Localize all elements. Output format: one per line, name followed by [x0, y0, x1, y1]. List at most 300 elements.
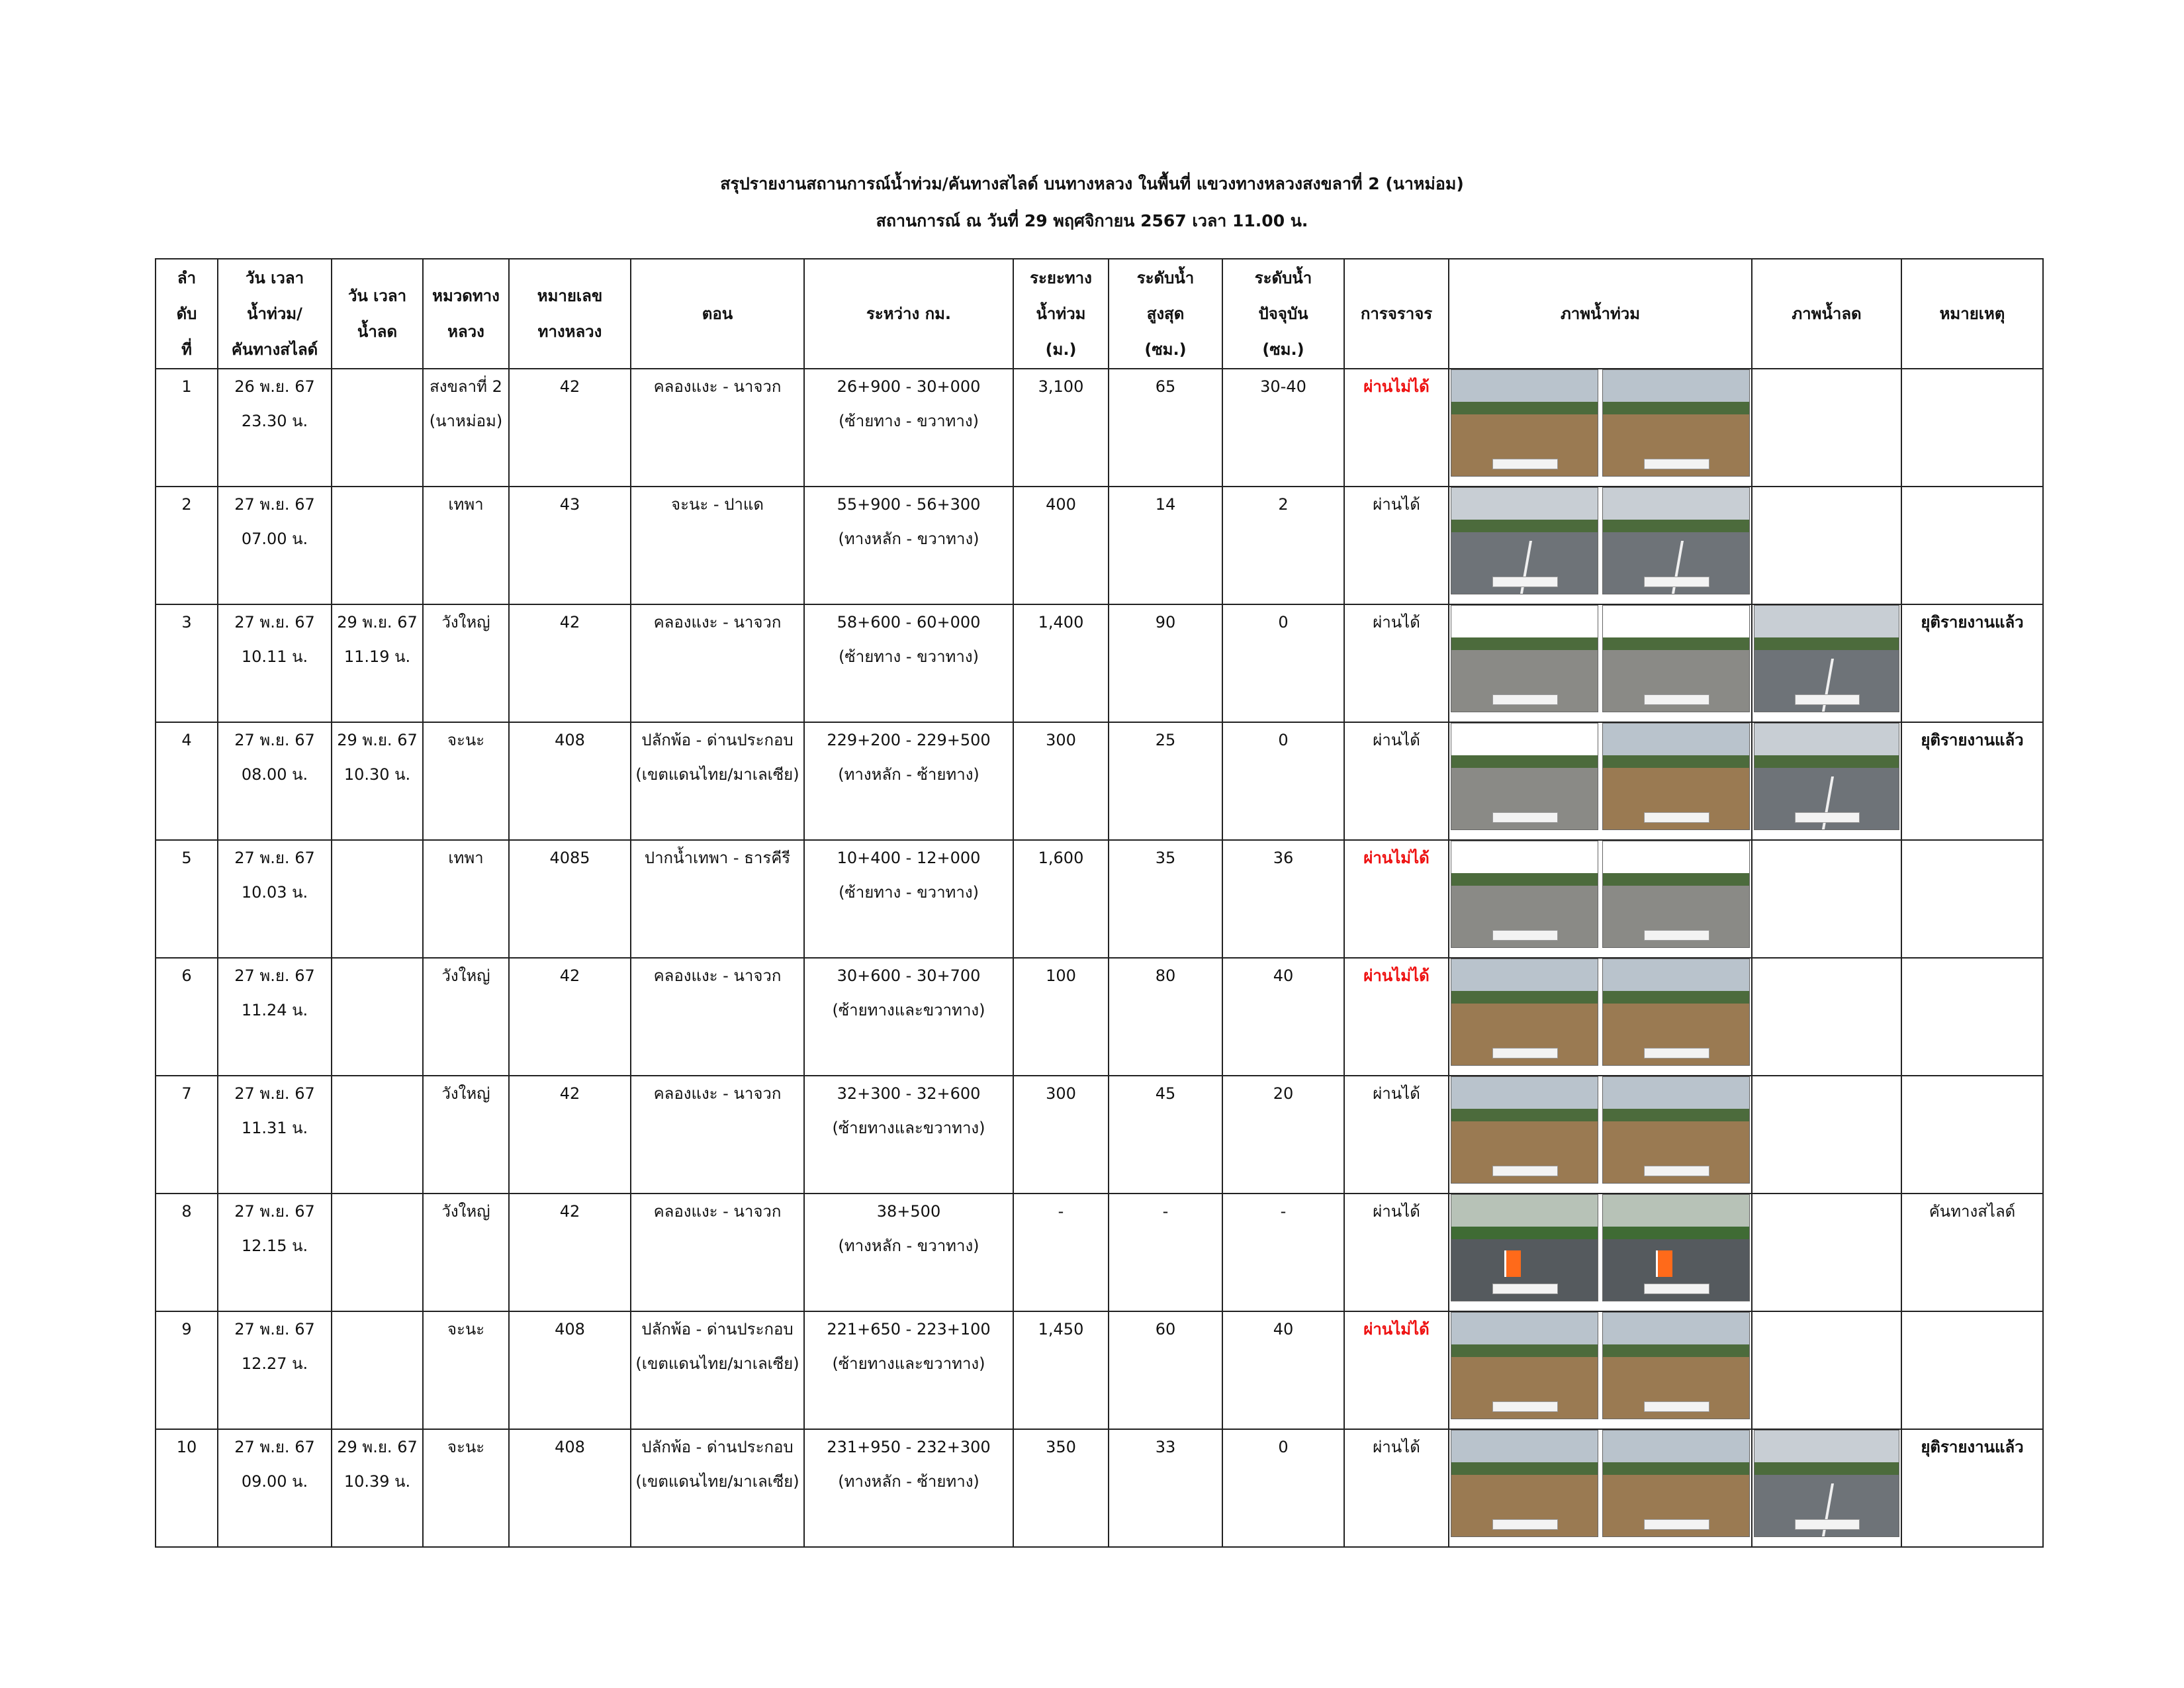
km-range	[804, 369, 1013, 487]
flood-length	[1013, 1194, 1109, 1311]
recede-photo-wrap	[1752, 723, 1901, 830]
max-level	[1109, 604, 1222, 722]
table-row	[156, 604, 2043, 722]
recede-photos	[1752, 840, 1901, 958]
remarks	[1901, 958, 2043, 1076]
remarks	[1901, 604, 2043, 722]
flood-photos	[1449, 1076, 1752, 1194]
road-side: (ซ้ายทางและขวาทาง)	[832, 1119, 985, 1137]
flood-time: 10.03 น.	[241, 883, 308, 902]
section-line: ปลักพ้อ - ด่านประกอบ	[641, 1320, 794, 1338]
section	[631, 722, 804, 840]
recede-photos	[1752, 722, 1901, 840]
header-max-level: ระดับน้ำ สูงสุด (ซม.)	[1109, 259, 1222, 369]
max-level	[1109, 1429, 1222, 1547]
current-level	[1222, 840, 1344, 958]
section	[631, 958, 804, 1076]
flood-time: 11.24 น.	[241, 1001, 308, 1019]
current-level-value: 0	[1278, 731, 1289, 749]
km-value: 26+900 - 30+000	[837, 377, 981, 396]
highway-value: 42	[559, 966, 580, 985]
section-line: (เขตแดนไทย/มาเลเซีย)	[635, 1354, 799, 1373]
remark-value: ยุติรายงานแล้ว	[1921, 613, 2024, 632]
header-row	[156, 259, 2043, 369]
max-level	[1109, 1194, 1222, 1311]
flood-photo	[1451, 841, 1598, 948]
max-level	[1109, 722, 1222, 840]
district-line: เทพา	[448, 849, 484, 867]
row-no-value: 9	[181, 1320, 192, 1338]
highway-number	[509, 958, 631, 1076]
max-level	[1109, 369, 1222, 487]
flood-date: 27 พ.ย. 67	[234, 966, 315, 985]
table-row	[156, 1076, 2043, 1194]
flood-photo	[1451, 723, 1598, 830]
max-level-value: 14	[1155, 495, 1176, 514]
flood-length-value: -	[1058, 1202, 1064, 1221]
section-line: จะนะ - ปาแด	[671, 495, 764, 514]
flood-photo-pair	[1449, 1194, 1751, 1301]
flood-length-value: 400	[1046, 495, 1076, 514]
header-highway: หมายเลข ทางหลวง	[509, 259, 631, 369]
highway-value: 42	[559, 1202, 580, 1221]
current-level	[1222, 958, 1344, 1076]
recede-photos	[1752, 1429, 1901, 1547]
recede-datetime	[332, 840, 423, 958]
flood-datetime	[218, 1194, 332, 1311]
flood-datetime	[218, 1311, 332, 1429]
current-level	[1222, 1076, 1344, 1194]
traffic-value: ผ่านได้	[1373, 495, 1420, 514]
table-row	[156, 840, 2043, 958]
km-value: 58+600 - 60+000	[837, 613, 981, 632]
traffic-status	[1344, 1194, 1449, 1311]
section	[631, 1076, 804, 1194]
recede-photo	[1754, 1430, 1899, 1537]
highway-number	[509, 722, 631, 840]
flood-photo	[1602, 723, 1750, 830]
district-line: จะนะ	[447, 1320, 485, 1338]
district	[423, 722, 509, 840]
highway-number	[509, 1194, 631, 1311]
traffic-status	[1344, 840, 1449, 958]
section	[631, 487, 804, 604]
district-line: วังใหญ่	[441, 966, 490, 985]
highway-number	[509, 1076, 631, 1194]
km-range	[804, 1194, 1013, 1311]
flood-photo	[1451, 605, 1598, 712]
km-value: 32+300 - 32+600	[837, 1084, 981, 1103]
section-line: (เขตแดนไทย/มาเลเซีย)	[635, 765, 799, 784]
table-row	[156, 369, 2043, 487]
district	[423, 487, 509, 604]
recede-photo-wrap	[1752, 605, 1901, 712]
row-no-value: 4	[181, 731, 192, 749]
flood-photo-pair	[1449, 841, 1751, 948]
highway-value: 408	[555, 1320, 585, 1338]
district-line: วังใหญ่	[441, 1202, 490, 1221]
section-line: คลองแงะ - นาจวก	[653, 613, 782, 632]
flood-length	[1013, 487, 1109, 604]
flood-photos	[1449, 722, 1752, 840]
flood-photo	[1451, 1194, 1598, 1301]
row-no	[156, 1311, 218, 1429]
traffic-status	[1344, 722, 1449, 840]
flood-length-value: 1,600	[1038, 849, 1084, 867]
current-level-value: 0	[1278, 1438, 1289, 1456]
flood-date: 27 พ.ย. 67	[234, 613, 315, 632]
flood-photos	[1449, 487, 1752, 604]
traffic-status	[1344, 1311, 1449, 1429]
max-level	[1109, 487, 1222, 604]
recede-date: 29 พ.ย. 67	[337, 731, 418, 749]
section	[631, 1194, 804, 1311]
road-side: (ทางหลัก - ซ้ายทาง)	[838, 765, 979, 784]
header-flood-photos: ภาพน้ำท่วม	[1449, 259, 1752, 369]
header-km: ระหว่าง กม.	[804, 259, 1013, 369]
row-no	[156, 1194, 218, 1311]
district	[423, 840, 509, 958]
flood-date: 27 พ.ย. 67	[234, 495, 315, 514]
km-range	[804, 722, 1013, 840]
recede-datetime	[332, 1194, 423, 1311]
max-level	[1109, 1311, 1222, 1429]
flood-time: 23.30 น.	[241, 412, 308, 430]
recede-photo-wrap	[1752, 1430, 1901, 1537]
district	[423, 604, 509, 722]
flood-datetime	[218, 369, 332, 487]
highway-number	[509, 1311, 631, 1429]
header-district: หมวดทาง หลวง	[423, 259, 509, 369]
km-range	[804, 840, 1013, 958]
row-no	[156, 722, 218, 840]
max-level-value: 60	[1155, 1320, 1176, 1338]
traffic-value: ผ่านไม่ได้	[1363, 1320, 1430, 1338]
row-no-value: 6	[181, 966, 192, 985]
row-no-value: 3	[181, 613, 192, 632]
flood-date: 27 พ.ย. 67	[234, 1320, 315, 1338]
road-side: (ซ้ายทาง - ขวาทาง)	[839, 647, 979, 666]
current-level-value: 20	[1273, 1084, 1294, 1103]
table-row	[156, 1429, 2043, 1547]
km-value: 229+200 - 229+500	[827, 731, 991, 749]
flood-length-value: 300	[1046, 731, 1076, 749]
highway-number	[509, 1429, 631, 1547]
flood-time: 11.31 น.	[241, 1119, 308, 1137]
flood-photo	[1602, 841, 1750, 948]
flood-photos	[1449, 958, 1752, 1076]
remark-value: ยุติรายงานแล้ว	[1921, 1438, 2024, 1456]
flood-photo	[1451, 1430, 1598, 1537]
remarks	[1901, 1076, 2043, 1194]
district-line: จะนะ	[447, 1438, 485, 1456]
current-level-value: 36	[1273, 849, 1294, 867]
recede-datetime	[332, 958, 423, 1076]
recede-photo	[1754, 723, 1899, 830]
max-level-value: 80	[1155, 966, 1176, 985]
district	[423, 369, 509, 487]
flood-photo	[1602, 1194, 1750, 1301]
current-level	[1222, 722, 1344, 840]
traffic-status	[1344, 1076, 1449, 1194]
road-side: (ซ้ายทางและขวาทาง)	[832, 1001, 985, 1019]
highway-value: 4085	[549, 849, 590, 867]
table-row	[156, 722, 2043, 840]
row-no	[156, 487, 218, 604]
highway-number	[509, 840, 631, 958]
table-row	[156, 487, 2043, 604]
flood-photos	[1449, 369, 1752, 487]
flood-length	[1013, 369, 1109, 487]
flood-datetime	[218, 1429, 332, 1547]
traffic-value: ผ่านไม่ได้	[1363, 377, 1430, 396]
district-line: เทพา	[448, 495, 484, 514]
district-line: วังใหญ่	[441, 613, 490, 632]
flood-photo	[1602, 487, 1750, 594]
highway-number	[509, 369, 631, 487]
highway-value: 43	[559, 495, 580, 514]
km-value: 221+650 - 223+100	[827, 1320, 991, 1338]
max-level-value: 90	[1155, 613, 1176, 632]
flood-date: 27 พ.ย. 67	[234, 849, 315, 867]
section-line: (เขตแดนไทย/มาเลเซีย)	[635, 1472, 799, 1491]
current-level	[1222, 1194, 1344, 1311]
flood-photo	[1451, 369, 1598, 477]
recede-time: 10.30 น.	[343, 765, 411, 784]
row-no-value: 1	[181, 377, 192, 396]
flood-photo-pair	[1449, 1312, 1751, 1419]
flood-time: 12.15 น.	[241, 1237, 308, 1255]
header-no: ลำ ดับ ที่	[156, 259, 218, 369]
highway-value: 42	[559, 613, 580, 632]
max-level-value: 45	[1155, 1084, 1176, 1103]
section-line: ปากน้ำเทพา - ธารคีรี	[644, 849, 791, 867]
flood-photo	[1602, 959, 1750, 1066]
recede-photos	[1752, 958, 1901, 1076]
flood-date: 27 พ.ย. 67	[234, 731, 315, 749]
row-no	[156, 958, 218, 1076]
flood-length-value: 1,450	[1038, 1320, 1084, 1338]
flood-report-table	[155, 258, 2044, 1548]
flood-photo	[1602, 1430, 1750, 1537]
flood-length-value: 100	[1046, 966, 1076, 985]
district	[423, 1311, 509, 1429]
district-line: (นาหม่อม)	[429, 412, 503, 430]
section	[631, 369, 804, 487]
km-range	[804, 1076, 1013, 1194]
highway-value: 408	[555, 731, 585, 749]
flood-photo-pair	[1449, 605, 1751, 712]
flood-length	[1013, 722, 1109, 840]
remarks	[1901, 840, 2043, 958]
district	[423, 1076, 509, 1194]
flood-length-value: 300	[1046, 1084, 1076, 1103]
row-no	[156, 369, 218, 487]
current-level-value: 2	[1278, 495, 1289, 514]
current-level	[1222, 1311, 1344, 1429]
highway-number	[509, 487, 631, 604]
flood-length	[1013, 1311, 1109, 1429]
flood-photo-pair	[1449, 369, 1751, 477]
flood-photo	[1602, 369, 1750, 477]
section-line: ปลักพ้อ - ด่านประกอบ	[641, 731, 794, 749]
current-level-value: -	[1280, 1202, 1287, 1221]
flood-photo	[1602, 605, 1750, 712]
traffic-value: ผ่านได้	[1373, 1084, 1420, 1103]
flood-length-value: 350	[1046, 1438, 1076, 1456]
max-level-value: -	[1162, 1202, 1169, 1221]
recede-photos	[1752, 369, 1901, 487]
flood-datetime	[218, 487, 332, 604]
km-value: 30+600 - 30+700	[837, 966, 981, 985]
flood-date: 27 พ.ย. 67	[234, 1202, 315, 1221]
report-subtitle: สถานการณ์ ณ วันที่ 29 พฤศจิกายน 2567 เวลา 11.00 น.	[876, 211, 1308, 230]
max-level-value: 35	[1155, 849, 1176, 867]
recede-photos	[1752, 1076, 1901, 1194]
recede-photos	[1752, 604, 1901, 722]
traffic-status	[1344, 487, 1449, 604]
recede-time: 11.19 น.	[343, 647, 411, 666]
recede-datetime	[332, 1076, 423, 1194]
district-line: จะนะ	[447, 731, 485, 749]
max-level-value: 25	[1155, 731, 1176, 749]
flood-length	[1013, 958, 1109, 1076]
section	[631, 1311, 804, 1429]
row-no-value: 2	[181, 495, 192, 514]
flood-photo-pair	[1449, 959, 1751, 1066]
report-body	[156, 369, 2043, 1547]
flood-photo-pair	[1449, 723, 1751, 830]
flood-photo	[1451, 959, 1598, 1066]
flood-length	[1013, 1076, 1109, 1194]
flood-datetime	[218, 1076, 332, 1194]
section	[631, 604, 804, 722]
header-recede-time: วัน เวลา น้ำลด	[332, 259, 423, 369]
km-range	[804, 604, 1013, 722]
traffic-status	[1344, 369, 1449, 487]
current-level-value: 0	[1278, 613, 1289, 632]
traffic-value: ผ่านไม่ได้	[1363, 849, 1430, 867]
section	[631, 1429, 804, 1547]
km-value: 55+900 - 56+300	[837, 495, 981, 514]
flood-time: 08.00 น.	[241, 765, 308, 784]
current-level-value: 40	[1273, 1320, 1294, 1338]
flood-photos	[1449, 1311, 1752, 1429]
district	[423, 1429, 509, 1547]
row-no-value: 10	[176, 1438, 197, 1456]
remarks	[1901, 1429, 2043, 1547]
report-header	[0, 165, 2184, 240]
flood-datetime	[218, 958, 332, 1076]
flood-datetime	[218, 722, 332, 840]
header-current-level: ระดับน้ำ ปัจจุบัน (ซม.)	[1222, 259, 1344, 369]
recede-photos	[1752, 487, 1901, 604]
highway-value: 42	[559, 1084, 580, 1103]
flood-date: 27 พ.ย. 67	[234, 1438, 315, 1456]
remark-value: คันทางสไลด์	[1929, 1202, 2016, 1221]
flood-photo	[1602, 1076, 1750, 1184]
remark-value: ยุติรายงานแล้ว	[1921, 731, 2024, 749]
flood-photo-pair	[1449, 1430, 1751, 1537]
max-level-value: 65	[1155, 377, 1176, 396]
road-side: (ทางหลัก - ขวาทาง)	[838, 530, 979, 548]
flood-time: 10.11 น.	[241, 647, 308, 666]
recede-photos	[1752, 1194, 1901, 1311]
max-level	[1109, 1076, 1222, 1194]
flood-length	[1013, 604, 1109, 722]
traffic-value: ผ่านได้	[1373, 731, 1420, 749]
recede-time: 10.39 น.	[343, 1472, 411, 1491]
current-level	[1222, 1429, 1344, 1547]
header-flood-time: วัน เวลา น้ำท่วม/ คันทางสไลด์	[218, 259, 332, 369]
remarks	[1901, 369, 2043, 487]
row-no	[156, 1429, 218, 1547]
flood-datetime	[218, 840, 332, 958]
row-no-value: 5	[181, 849, 192, 867]
flood-photo-pair	[1449, 487, 1751, 594]
section-line: คลองแงะ - นาจวก	[653, 1202, 782, 1221]
current-level-value: 30-40	[1260, 377, 1306, 396]
recede-datetime	[332, 722, 423, 840]
flood-date: 26 พ.ย. 67	[234, 377, 315, 396]
district	[423, 958, 509, 1076]
recede-datetime	[332, 1311, 423, 1429]
recede-date: 29 พ.ย. 67	[337, 1438, 418, 1456]
road-side: (ซ้ายทาง - ขวาทาง)	[839, 412, 979, 430]
remarks	[1901, 1194, 2043, 1311]
current-level	[1222, 369, 1344, 487]
flood-photo-pair	[1449, 1076, 1751, 1184]
highway-value: 42	[559, 377, 580, 396]
km-range	[804, 1311, 1013, 1429]
header-traffic: การจราจร	[1344, 259, 1449, 369]
current-level-value: 40	[1273, 966, 1294, 985]
table-row	[156, 958, 2043, 1076]
section-line: คลองแงะ - นาจวก	[653, 1084, 782, 1103]
highway-number	[509, 604, 631, 722]
km-range	[804, 958, 1013, 1076]
road-side: (ทางหลัก - ซ้ายทาง)	[838, 1472, 979, 1491]
header-remarks: หมายเหตุ	[1901, 259, 2043, 369]
district-line: วังใหญ่	[441, 1084, 490, 1103]
km-range	[804, 1429, 1013, 1547]
recede-datetime	[332, 369, 423, 487]
flood-photo	[1451, 487, 1598, 594]
recede-photos	[1752, 1311, 1901, 1429]
flood-length	[1013, 840, 1109, 958]
header-section: ตอน	[631, 259, 804, 369]
section-line: ปลักพ้อ - ด่านประกอบ	[641, 1438, 794, 1456]
row-no-value: 7	[181, 1084, 192, 1103]
section-line: คลองแงะ - นาจวก	[653, 966, 782, 985]
remarks	[1901, 1311, 2043, 1429]
flood-time: 07.00 น.	[241, 530, 308, 548]
flood-time: 09.00 น.	[241, 1472, 308, 1491]
flood-time: 12.27 น.	[241, 1354, 308, 1373]
flood-length-value: 3,100	[1038, 377, 1084, 396]
flood-datetime	[218, 604, 332, 722]
road-side: (ทางหลัก - ขวาทาง)	[838, 1237, 979, 1255]
remarks	[1901, 487, 2043, 604]
flood-photos	[1449, 1429, 1752, 1547]
traffic-value: ผ่านได้	[1373, 1202, 1420, 1221]
flood-date: 27 พ.ย. 67	[234, 1084, 315, 1103]
km-value: 38+500	[876, 1202, 941, 1221]
table-row	[156, 1194, 2043, 1311]
traffic-status	[1344, 958, 1449, 1076]
flood-photos	[1449, 840, 1752, 958]
row-no-value: 8	[181, 1202, 192, 1221]
